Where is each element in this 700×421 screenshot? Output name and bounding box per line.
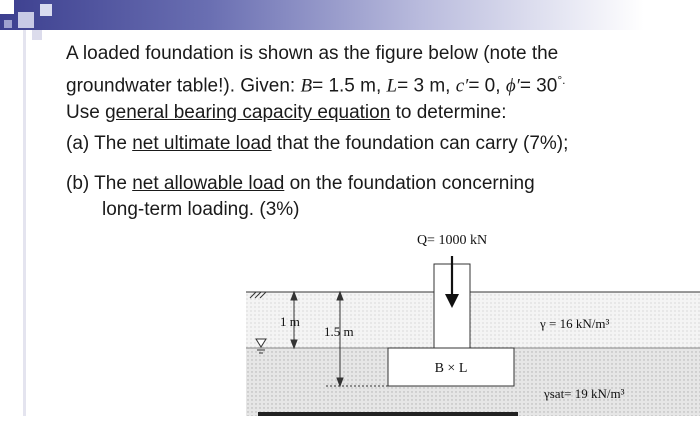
equation-name: general bearing capacity equation [105,102,391,124]
part-a [66,131,686,157]
part-a-suffix: that the foundation can carry (7%); [271,133,569,154]
symbol-b: B [300,75,313,97]
question-line-1: A loaded foundation is shown as the figure below (note the [66,43,559,64]
part-a-underlined: net ultimate load [132,133,272,154]
part-b-suffix: on the foundation concerning [284,173,535,194]
given-intro: groundwater table!). Given: [66,75,301,97]
question-line-2 [66,67,686,99]
part-b-prefix: (b) The [66,173,133,194]
value-l: = 3 m, [397,75,456,97]
depth-foundation-label: 1.5 m [324,324,354,339]
saturated-unit-weight-label: γsat= 19 kN/m³ [544,386,625,401]
part-a-prefix: (a) The [66,133,133,154]
soil-upper [246,292,700,348]
degree-symbol: °. [557,73,566,87]
value-b: = 1.5 m, [312,75,387,97]
question-text [66,40,686,126]
use-text: Use [66,102,106,124]
decorative-square [0,0,14,14]
depth-gwt-label: 1 m [280,314,300,329]
value-c: = 0, [468,75,506,97]
unit-weight-label: γ = 16 kN/m³ [540,316,610,331]
question-line-3 [66,99,686,126]
foundation-figure [246,226,700,416]
slide-header-bar [0,0,700,30]
slide-left-rule [23,30,26,416]
decorative-square [18,12,34,28]
symbol-l: L [386,75,398,97]
footing-size-label: B × L [434,361,468,376]
decorative-square [32,30,42,40]
part-b-underlined: net allowable load [132,173,285,194]
part-b-continuation: long-term loading. (3%) [102,199,300,220]
determine-text: to determine: [390,102,507,124]
bottom-edge-bar [258,412,518,416]
decorative-square [4,20,12,28]
part-b [66,171,686,223]
foundation-diagram [246,226,700,416]
value-phi: = 30 [519,75,558,97]
load-label: Q= 1000 kN [416,233,488,248]
symbol-c: c′ [455,75,469,97]
decorative-square [40,4,52,16]
symbol-phi: ϕ′ [505,75,520,97]
